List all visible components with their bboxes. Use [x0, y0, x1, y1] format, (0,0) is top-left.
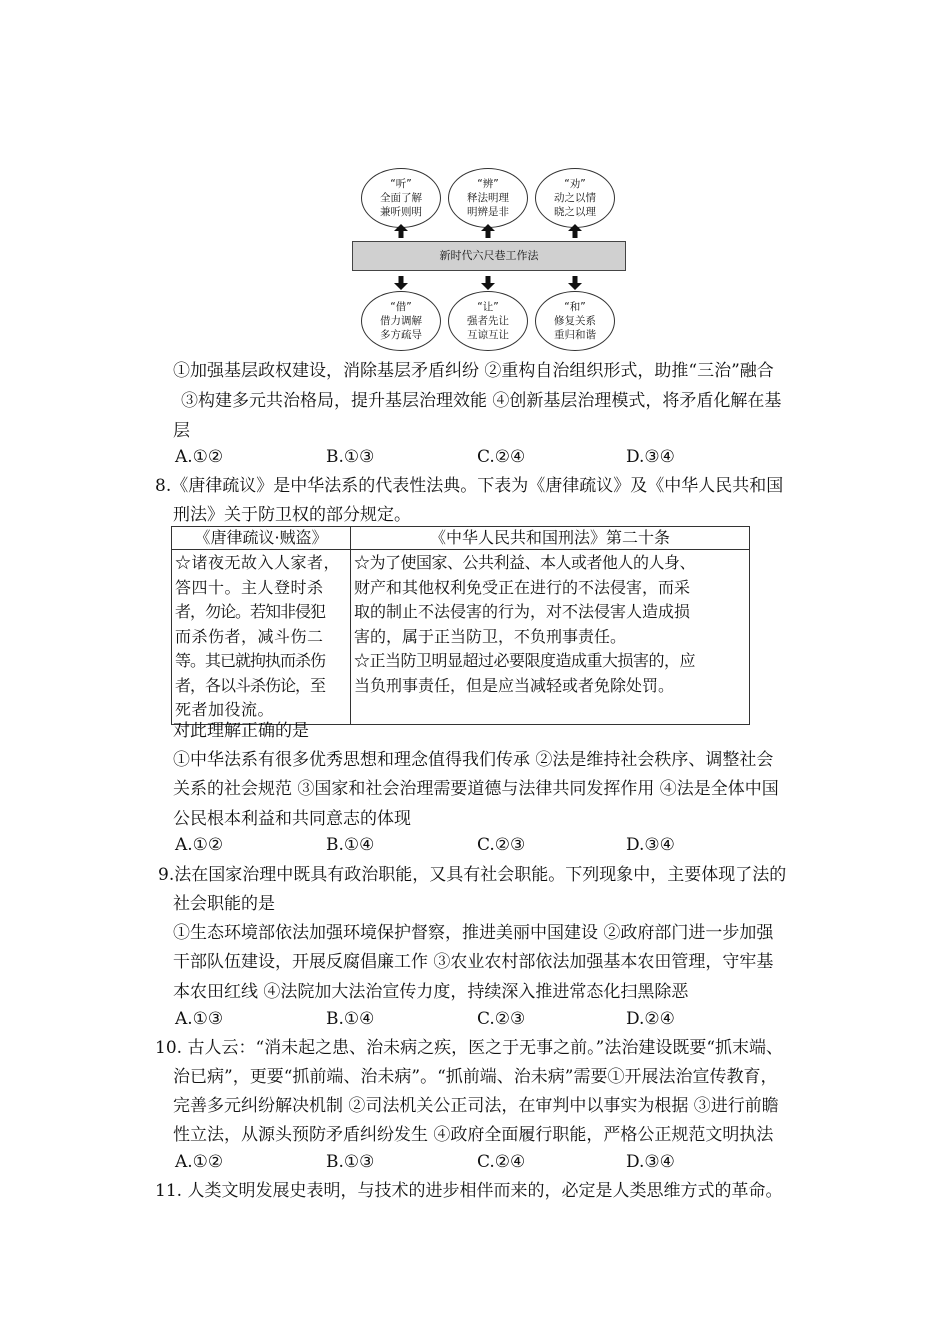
cell-line: 当负刑事责任，但是应当减轻或者免除处罚。	[354, 675, 675, 695]
cell-line: 取的制止不法侵害的行为，对不法侵害人造成损	[354, 602, 691, 621]
bubble-title: “辨”	[477, 178, 499, 190]
bubble-title: “和”	[564, 301, 586, 313]
top-bubble-persuade	[535, 168, 615, 228]
cell-line: 死者加役流。	[175, 700, 275, 719]
q10-stem: 治已病”，更要“抓前端、治未病”。“抓前端、治未病”需要①开展法治宣传教育，	[173, 1067, 778, 1087]
bubble-line: 互谅互让	[467, 329, 509, 341]
q8-stem: 刑法》关于防卫权的部分规定。	[173, 505, 411, 525]
cell-line: 者，勿论。若知非侵犯	[175, 602, 326, 621]
q9-statement-line: 本农田红线 ④法院加大法治宣传力度，持续深入推进常态化扫黑除恶	[173, 982, 689, 1002]
table-header-criminal-law: 《中华人民共和国刑法》第二十条	[351, 527, 750, 550]
q10-option-b[interactable]: B.①③	[326, 1152, 375, 1172]
cell-line: ☆为了使国家、公共利益、本人或者他人的人身、	[354, 553, 696, 572]
arrow-down-icon	[481, 276, 495, 290]
table-header-tang: 《唐律疏议·贼盗》	[172, 527, 351, 550]
bubble-line: 明辨是非	[467, 206, 509, 218]
arrow-up-icon	[481, 224, 495, 238]
q7-option-b[interactable]: B.①③	[326, 447, 375, 467]
q9-stem: 社会职能的是	[173, 894, 275, 914]
cell-line: 害的，属于正当防卫，不负刑事责任。	[354, 626, 627, 646]
cell-line: 财产和其他权利免受正在进行的不法侵害，而采	[354, 577, 691, 597]
q7-option-c[interactable]: C.②④	[477, 447, 526, 467]
q8-option-c[interactable]: C.②③	[477, 835, 526, 855]
table-cell-tang	[172, 550, 351, 725]
q8-prompt: 对此理解正确的是	[173, 721, 309, 741]
bubble-line: 兼听则明	[380, 206, 422, 218]
q10-stem: 性立法，从源头预防矛盾纠纷发生 ④政府全面履行职能，严格公正规范文明执法	[173, 1125, 774, 1145]
q7-option-a[interactable]: A.①②	[175, 447, 224, 467]
bubble-line: 强者先让	[467, 315, 509, 327]
q10-option-c[interactable]: C.②④	[477, 1152, 526, 1172]
bubble-line: 多方疏导	[380, 329, 422, 341]
q10-option-d[interactable]: D.③④	[626, 1152, 675, 1172]
top-bubble-listen	[361, 168, 441, 228]
arrow-down-icon	[568, 276, 582, 290]
bubble-title: “借”	[390, 301, 412, 313]
q9-option-d[interactable]: D.②④	[626, 1009, 675, 1029]
cell-line: ☆正当防卫明显超过必要限度造成重大损害的，应	[354, 651, 696, 670]
bubble-line: 动之以情	[554, 192, 596, 204]
q11-stem: 11. 人类文明发展史表明，与技术的进步相伴而来的，必定是人类思维方式的革命。	[155, 1181, 783, 1201]
q7-statement-line: ③构建多元共治格局，提升基层治理效能 ④创新基层治理模式，将矛盾化解在基	[181, 391, 782, 411]
q8-statement-line: ①中华法系有很多优秀思想和理念值得我们传承 ②法是维持社会秩序、调整社会	[173, 750, 774, 770]
cell-line: 者，各以斗杀伤论，至	[175, 675, 326, 695]
bubble-title: “听”	[390, 178, 412, 190]
q9-option-c[interactable]: C.②③	[477, 1009, 526, 1029]
q8-stem: 8.《唐律疏议》是中华法系的代表性法典。下表为《唐律疏议》及《中华人民共和国	[155, 476, 784, 496]
table-cell-criminal-law	[351, 550, 750, 725]
q9-statement-line: ①生态环境部依法加强环境保护督察，推进美丽中国建设 ②政府部门进一步加强	[173, 923, 774, 943]
q9-statement-line: 干部队伍建设，开展反腐倡廉工作 ③农业农村部依法加强基本农田管理，守牢基	[173, 952, 774, 972]
q10-option-a[interactable]: A.①②	[175, 1152, 224, 1172]
arrow-up-icon	[394, 224, 408, 238]
bottom-bubble-yield	[448, 291, 528, 351]
q8-option-a[interactable]: A.①②	[175, 835, 224, 855]
bubble-title: “让”	[477, 301, 499, 313]
q8-option-d[interactable]: D.③④	[626, 835, 675, 855]
bubble-title: “劝”	[564, 178, 586, 190]
bubble-line: 全面了解	[380, 192, 422, 204]
bottom-bubble-harmony	[535, 291, 615, 351]
bubble-line: 修复关系	[554, 315, 596, 327]
q9-option-b[interactable]: B.①④	[326, 1009, 375, 1029]
cell-line: 答四十。主人登时杀	[175, 577, 324, 597]
law-comparison-table	[171, 526, 750, 725]
diagram-center-bar: 新时代六尺巷工作法	[352, 241, 626, 271]
bubble-line: 重归和谐	[554, 329, 596, 341]
q9-option-a[interactable]: A.①③	[175, 1009, 224, 1029]
bubble-line: 释法明理	[467, 192, 509, 204]
bottom-bubble-borrow	[361, 291, 441, 351]
q10-stem: 完善多元纠纷解决机制 ②司法机关公正司法，在审判中以事实为根据 ③进行前瞻	[173, 1096, 779, 1116]
q10-stem: 10. 古人云：“消未起之患、治未病之疾，医之于无事之前。”法治建设既要“抓末端、	[155, 1038, 784, 1058]
q8-option-b[interactable]: B.①④	[326, 835, 375, 855]
cell-line: ☆诸夜无故入人家者，	[175, 553, 341, 572]
q8-statement-line: 关系的社会规范 ③国家和社会治理需要道德与法律共同发挥作用 ④法是全体中国	[173, 779, 779, 799]
q7-statement-line: ①加强基层政权建设，消除基层矛盾纠纷 ②重构自治组织形式，助推“三治”融合	[173, 361, 774, 381]
q9-stem: 9.法在国家治理中既具有政治职能，又具有社会职能。下列现象中，主要体现了法的	[158, 865, 787, 885]
top-bubble-discern	[448, 168, 528, 228]
q7-option-d[interactable]: D.③④	[626, 447, 675, 467]
bubble-line: 借力调解	[380, 315, 422, 327]
q8-statement-line: 公民根本利益和共同意志的体现	[173, 809, 411, 829]
cell-line: 而杀伤者，减斗伤二	[175, 626, 324, 646]
arrow-down-icon	[394, 276, 408, 290]
q7-statement-line: 层	[173, 421, 190, 441]
cell-line: 等。其已就拘执而杀伤	[175, 651, 326, 670]
arrow-up-icon	[568, 224, 582, 238]
bubble-line: 晓之以理	[554, 206, 596, 218]
